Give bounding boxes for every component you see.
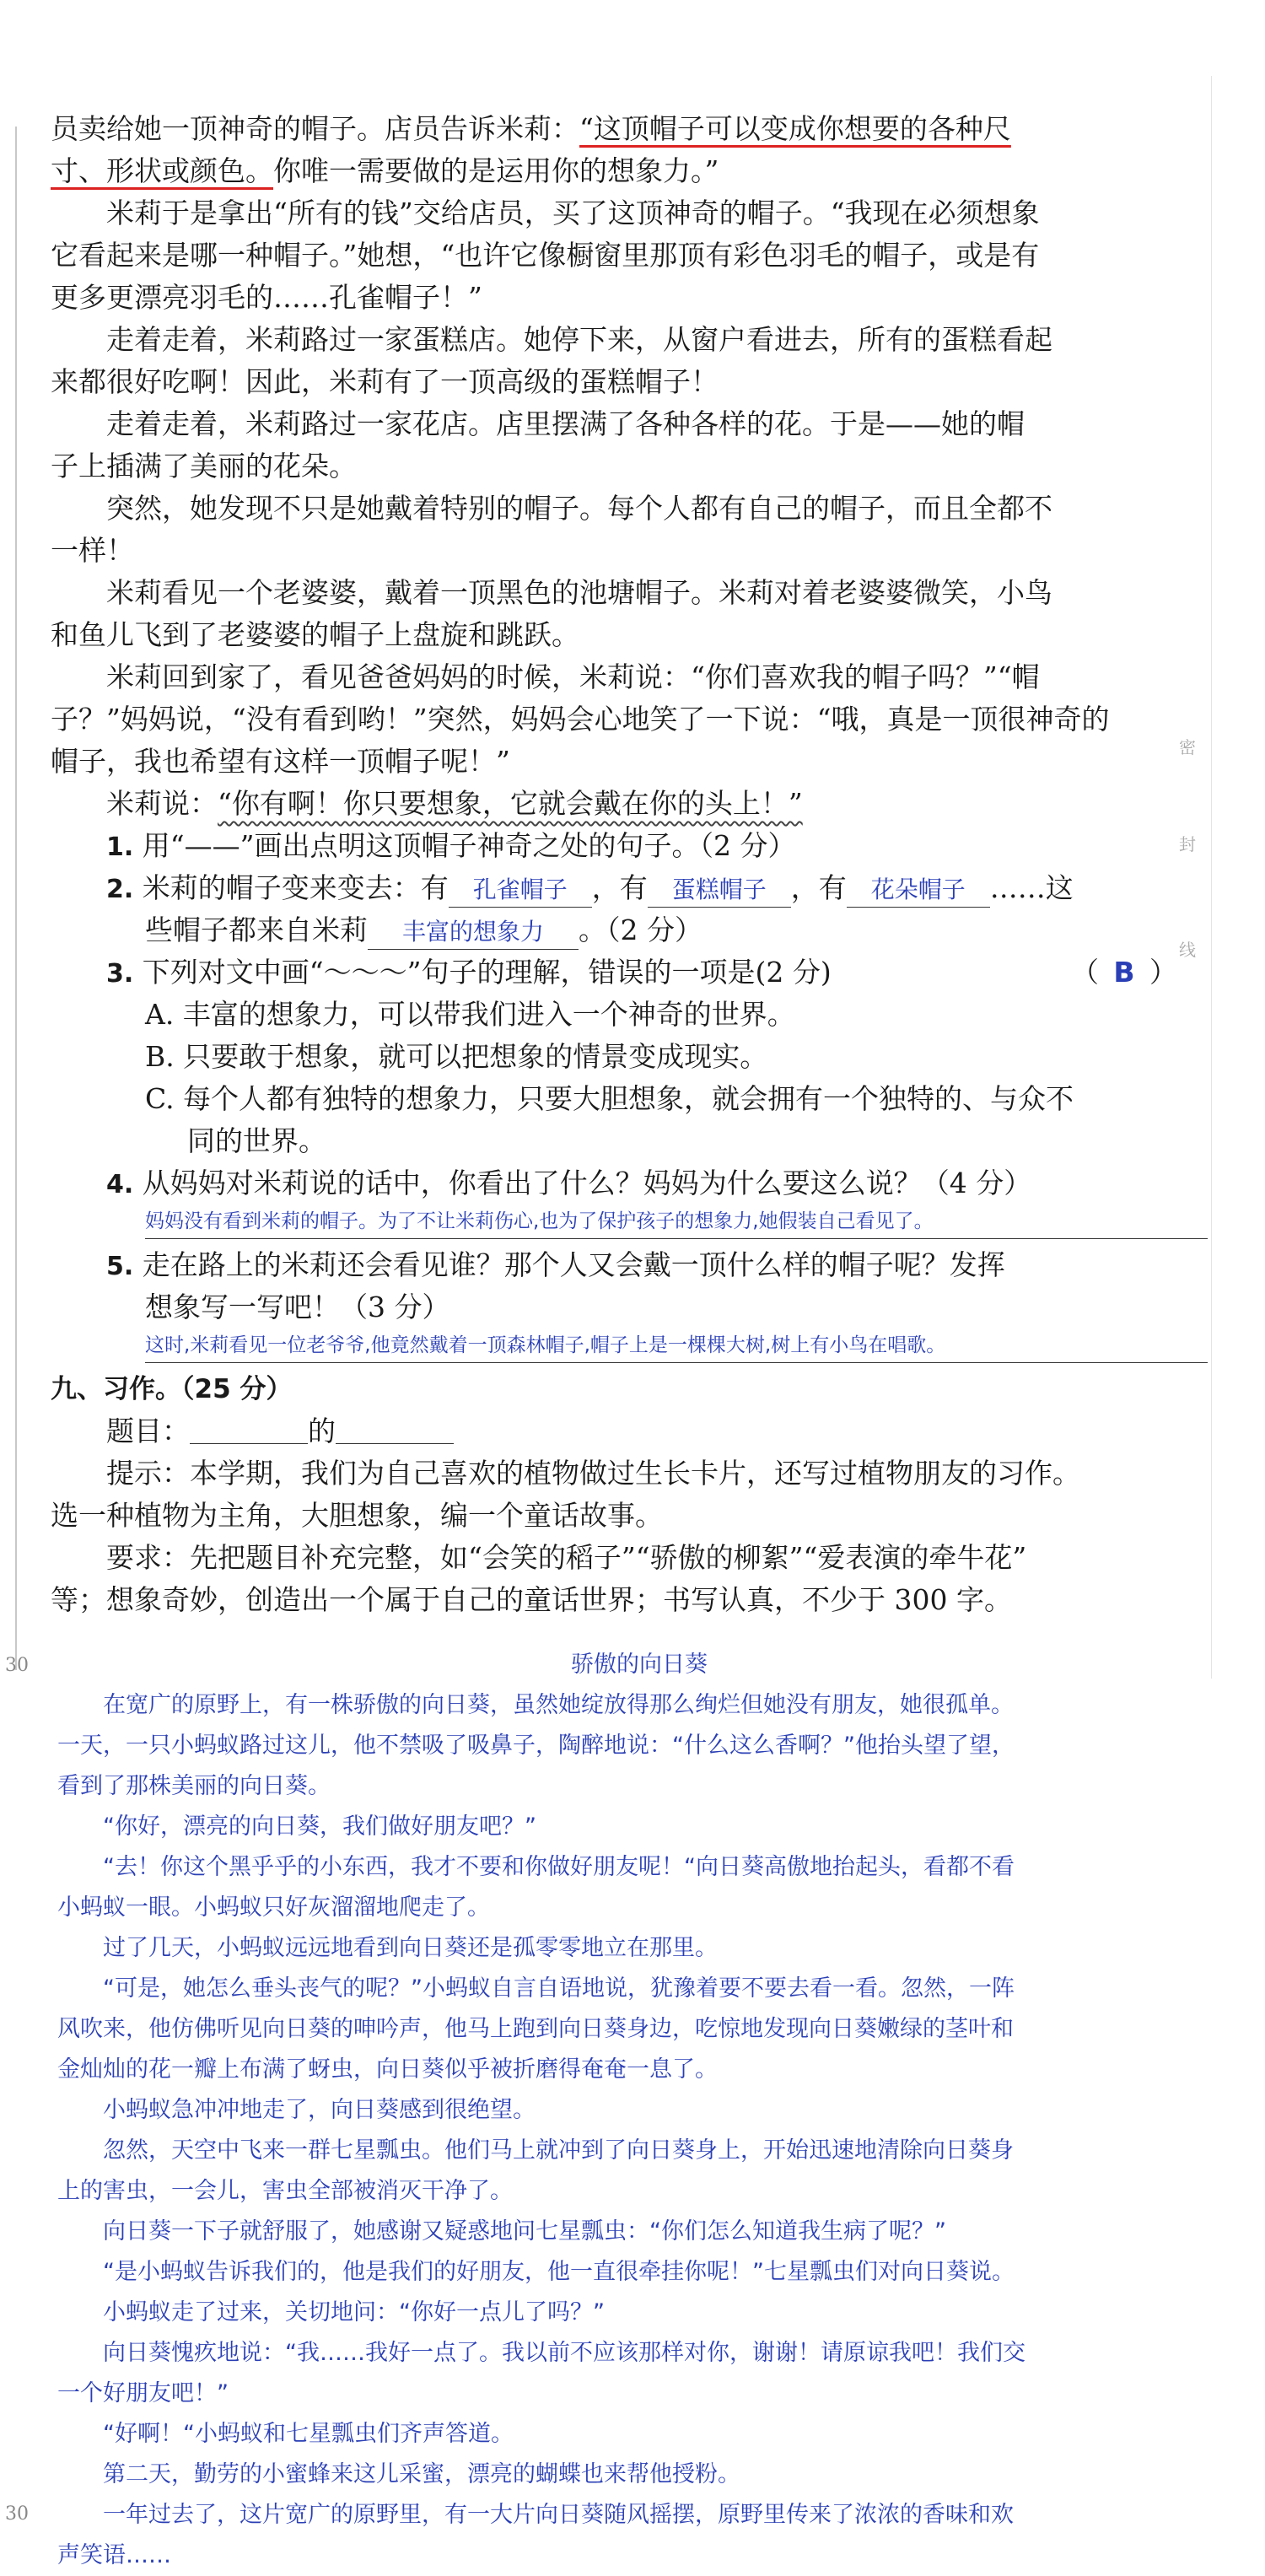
essay-line: 小蚂蚁急冲冲地走了，向日葵感到很绝望。 bbox=[57, 2097, 536, 2123]
story-line: 来都很好吃啊！因此，米莉有了一顶高级的蛋糕帽子！ bbox=[51, 365, 719, 398]
wavy-underlined-sentence: “你有啊！你只要想象，它就会戴在你的头上！” bbox=[218, 787, 803, 820]
page-margin-mark-bottom: 30 bbox=[5, 2503, 29, 2525]
story-line: 突然，她发现不只是她戴着特别的帽子。每个人都有自己的帽子，而且全都不 bbox=[106, 492, 1052, 525]
story-line: 子？”妈妈说，“没有看到哟！”突然，妈妈会心地笑了一下说：“哦，真是一顶很神奇的 bbox=[51, 703, 1110, 736]
essay-line: 第二天，勤劳的小蜜蜂来这儿采蜜，漂亮的蝴蝶也来帮他授粉。 bbox=[57, 2461, 740, 2487]
essay-line: 看到了那株美丽的向日葵。 bbox=[57, 1773, 331, 1799]
essay-title: 骄傲的向日葵 bbox=[571, 1652, 708, 1678]
essay-line: 在宽广的原野上，有一株骄傲的向日葵，虽然她绽放得那么绚烂但她没有朋友，她很孤单。 bbox=[57, 1692, 1014, 1718]
essay-line: 上的害虫，一会儿，害虫全部被消灭干净了。 bbox=[57, 2178, 513, 2204]
topic-blank[interactable] bbox=[190, 1418, 308, 1444]
answer-line[interactable]: 妈妈没有看到米莉的帽子。为了不让米莉伤心,也为了保护孩子的想象力,她假装自己看见了。 bbox=[145, 1204, 1208, 1239]
essay-line: “去！你这个黑乎乎的小东西，我才不要和你做好朋友呢！“向日葵高傲地抬起头，看都不看 bbox=[57, 1854, 1015, 1880]
essay-line: 金灿灿的花一瓣上布满了蚜虫，向日葵似乎被折磨得奄奄一息了。 bbox=[57, 2056, 718, 2083]
essay-body bbox=[57, 1685, 1221, 2576]
essay-line: 过了几天，小蚂蚁远远地看到向日葵还是孤零零地立在那里。 bbox=[57, 1935, 718, 1961]
story-line: 它看起来是哪一种帽子。”她想，“也许它像橱窗里那顶有彩色羽毛的帽子，或是有 bbox=[51, 239, 1040, 272]
question-2: 2. 米莉的帽子变来变去：有 孔雀帽子 ，有 蛋糕帽子 ，有 花朵帽子 ……这 bbox=[51, 867, 1172, 909]
question-4: 4. 从妈妈对米莉说的话中，你看出了什么？妈妈为什么要这么说？（4 分） bbox=[106, 1167, 1032, 1199]
option-a: A. 丰富的想象力，可以带我们进入一个神奇的世界。 bbox=[145, 998, 795, 1031]
option-c-cont: 同的世界。 bbox=[187, 1124, 326, 1157]
question-1: 1. 用“——”画出点明这顶帽子神奇之处的句子。（2 分） bbox=[106, 829, 796, 862]
story-line: 一样！ bbox=[51, 534, 134, 567]
choice-answer[interactable]: B bbox=[1113, 956, 1135, 989]
writing-topic: 题目： 的 bbox=[51, 1410, 1172, 1452]
option-b: B. 只要敢于想象，就可以把想象的情景变成现实。 bbox=[145, 1040, 768, 1073]
writing-requirement: 要求：先把题目补充完整，如“会笑的稻子”“骄傲的柳絮”“爱表演的牵牛花” bbox=[106, 1541, 1027, 1574]
story-line: 走着走着，米莉路过一家花店。店里摆满了各种各样的花。于是——她的帽 bbox=[106, 407, 1025, 440]
underlined-sentence: “这顶帽子可以变成你想要的各种尺 bbox=[579, 112, 1011, 145]
story-line: 寸、形状或颜色。你唯一需要做的是运用你的想象力。” bbox=[51, 154, 719, 187]
essay-line: 风吹来，他仿佛听见向日葵的呻吟声，他马上跑到向日葵身边，吃惊地发现向日葵嫩绿的茎叶和 bbox=[57, 2016, 1014, 2042]
option-c: C. 每个人都有独特的想象力，只要大胆想象，就会拥有一个独特的、与众不 bbox=[145, 1082, 1074, 1115]
story-line: 帽子，我也希望有这样一顶帽子呢！” bbox=[51, 745, 510, 778]
essay-line: 一年过去了，这片宽广的原野里，有一大片向日葵随风摇摆，原野里传来了浓浓的香味和欢 bbox=[57, 2502, 1014, 2528]
story-line: 米莉说：“你有啊！你只要想象，它就会戴在你的头上！” bbox=[106, 787, 803, 820]
answer-blank[interactable]: 孔雀帽子 bbox=[449, 873, 592, 908]
question-3: 3. 下列对文中画“～～～”句子的理解，错误的一项是(2 分) （ B ） bbox=[51, 951, 1172, 994]
binding-rule bbox=[15, 127, 17, 1670]
story-line: 米莉于是拿出“所有的钱”交给店员，买了这顶神奇的帽子。“我现在必须想象 bbox=[106, 197, 1040, 229]
question-5-cont: 想象写一写吧！（3 分） bbox=[145, 1291, 450, 1323]
story-line: 子上插满了美丽的花朵。 bbox=[51, 450, 357, 482]
essay-line: “好啊！“小蚂蚁和七星瓢虫们齐声答道。 bbox=[57, 2421, 514, 2447]
topic-blank[interactable] bbox=[336, 1418, 454, 1444]
question-5: 5. 走在路上的米莉还会看见谁？那个人又会戴一顶什么样的帽子呢？发挥 bbox=[106, 1248, 1005, 1281]
story-line: 更多更漂亮羽毛的……孔雀帽子！” bbox=[51, 281, 482, 314]
story-line: 走着走着，米莉路过一家蛋糕店。她停下来，从窗户看进去，所有的蛋糕看起 bbox=[106, 323, 1052, 356]
essay-line: “你好，漂亮的向日葵，我们做好朋友吧？” bbox=[57, 1813, 536, 1840]
essay-answer bbox=[57, 1645, 1221, 2576]
story-line: 米莉看见一个老婆婆，戴着一顶黑色的池塘帽子。米莉对着老婆婆微笑，小鸟 bbox=[106, 576, 1052, 609]
page-margin-mark-top: 30 bbox=[5, 1655, 29, 1676]
story-line: 员卖给她一顶神奇的帽子。店员告诉米莉：“这顶帽子可以变成你想要的各种尺 bbox=[51, 112, 1011, 145]
story-line: 米莉回到家了，看见爸爸妈妈的时候，米莉说：“你们喜欢我的帽子吗？”“帽 bbox=[106, 660, 1040, 693]
essay-line: 声笑语…… bbox=[57, 2542, 171, 2568]
answer-line[interactable]: 这时,米莉看见一位老爷爷,他竟然戴着一顶森林帽子,帽子上是一棵棵大树,树上有小鸟在唱歌。 bbox=[145, 1328, 1208, 1363]
essay-line: 忽然，天空中飞来一群七星瓢虫。他们马上就冲到了向日葵身上，开始迅速地清除向日葵身 bbox=[57, 2137, 1014, 2164]
reading-section bbox=[51, 108, 1177, 1621]
writing-hint: 选一种植物为主角，大胆想象，编一个童话故事。 bbox=[51, 1499, 663, 1532]
essay-line: 一个好朋友吧！” bbox=[57, 2380, 229, 2406]
essay-line: 向日葵一下子就舒服了，她感谢又疑惑地问七星瓢虫：“你们怎么知道我生病了呢？” bbox=[57, 2218, 946, 2245]
essay-line: 小蚂蚁一眼。小蚂蚁只好灰溜溜地爬走了。 bbox=[57, 1894, 490, 1921]
essay-line: 小蚂蚁走了过来，关切地问：“你好一点儿了吗？” bbox=[57, 2299, 605, 2325]
section-heading: 九、习作。（25 分） bbox=[51, 1374, 293, 1404]
story-line: 和鱼儿飞到了老婆婆的帽子上盘旋和跳跃。 bbox=[51, 618, 579, 651]
seal-char-mi: 密 bbox=[1179, 737, 1196, 757]
seal-char-feng: 封 bbox=[1179, 834, 1196, 854]
essay-line: 向日葵愧疚地说：“我……我好一点了。我以前不应该那样对你，谢谢！请原谅我吧！我们交 bbox=[57, 2340, 1025, 2366]
seal-line bbox=[1211, 76, 1212, 1679]
writing-requirement: 等；想象奇妙，创造出一个属于自己的童话世界；书写认真，不少于 300 字。 bbox=[51, 1583, 1012, 1616]
answer-blank[interactable]: 丰富的想象力 bbox=[368, 915, 579, 950]
underlined-sentence: 寸、形状或颜色。 bbox=[51, 154, 273, 187]
writing-hint: 提示：本学期，我们为自己喜欢的植物做过生长卡片，还写过植物朋友的习作。 bbox=[106, 1457, 1080, 1490]
answer-paren: （ B ） bbox=[1071, 951, 1177, 994]
answer-blank[interactable]: 蛋糕帽子 bbox=[648, 873, 791, 908]
essay-line: 一天，一只小蚂蚁路过这儿，他不禁吸了吸鼻子，陶醉地说：“什么这么香啊？”他抬头望了望， bbox=[57, 1733, 1015, 1759]
question-2-cont: 些帽子都来自米莉 丰富的想象力 。（2 分） bbox=[51, 909, 1172, 951]
answer-blank[interactable]: 花朵帽子 bbox=[847, 873, 990, 908]
essay-line: “可是，她怎么垂头丧气的呢？”小蚂蚁自言自语地说，犹豫着要不要去看一看。忽然，一阵 bbox=[57, 1975, 1015, 2002]
seal-char-xian: 线 bbox=[1179, 940, 1196, 960]
essay-line: “是小蚂蚁告诉我们的，他是我们的好朋友，他一直很牵挂你呢！”七星瓢虫们对向日葵说。 bbox=[57, 2259, 1015, 2285]
